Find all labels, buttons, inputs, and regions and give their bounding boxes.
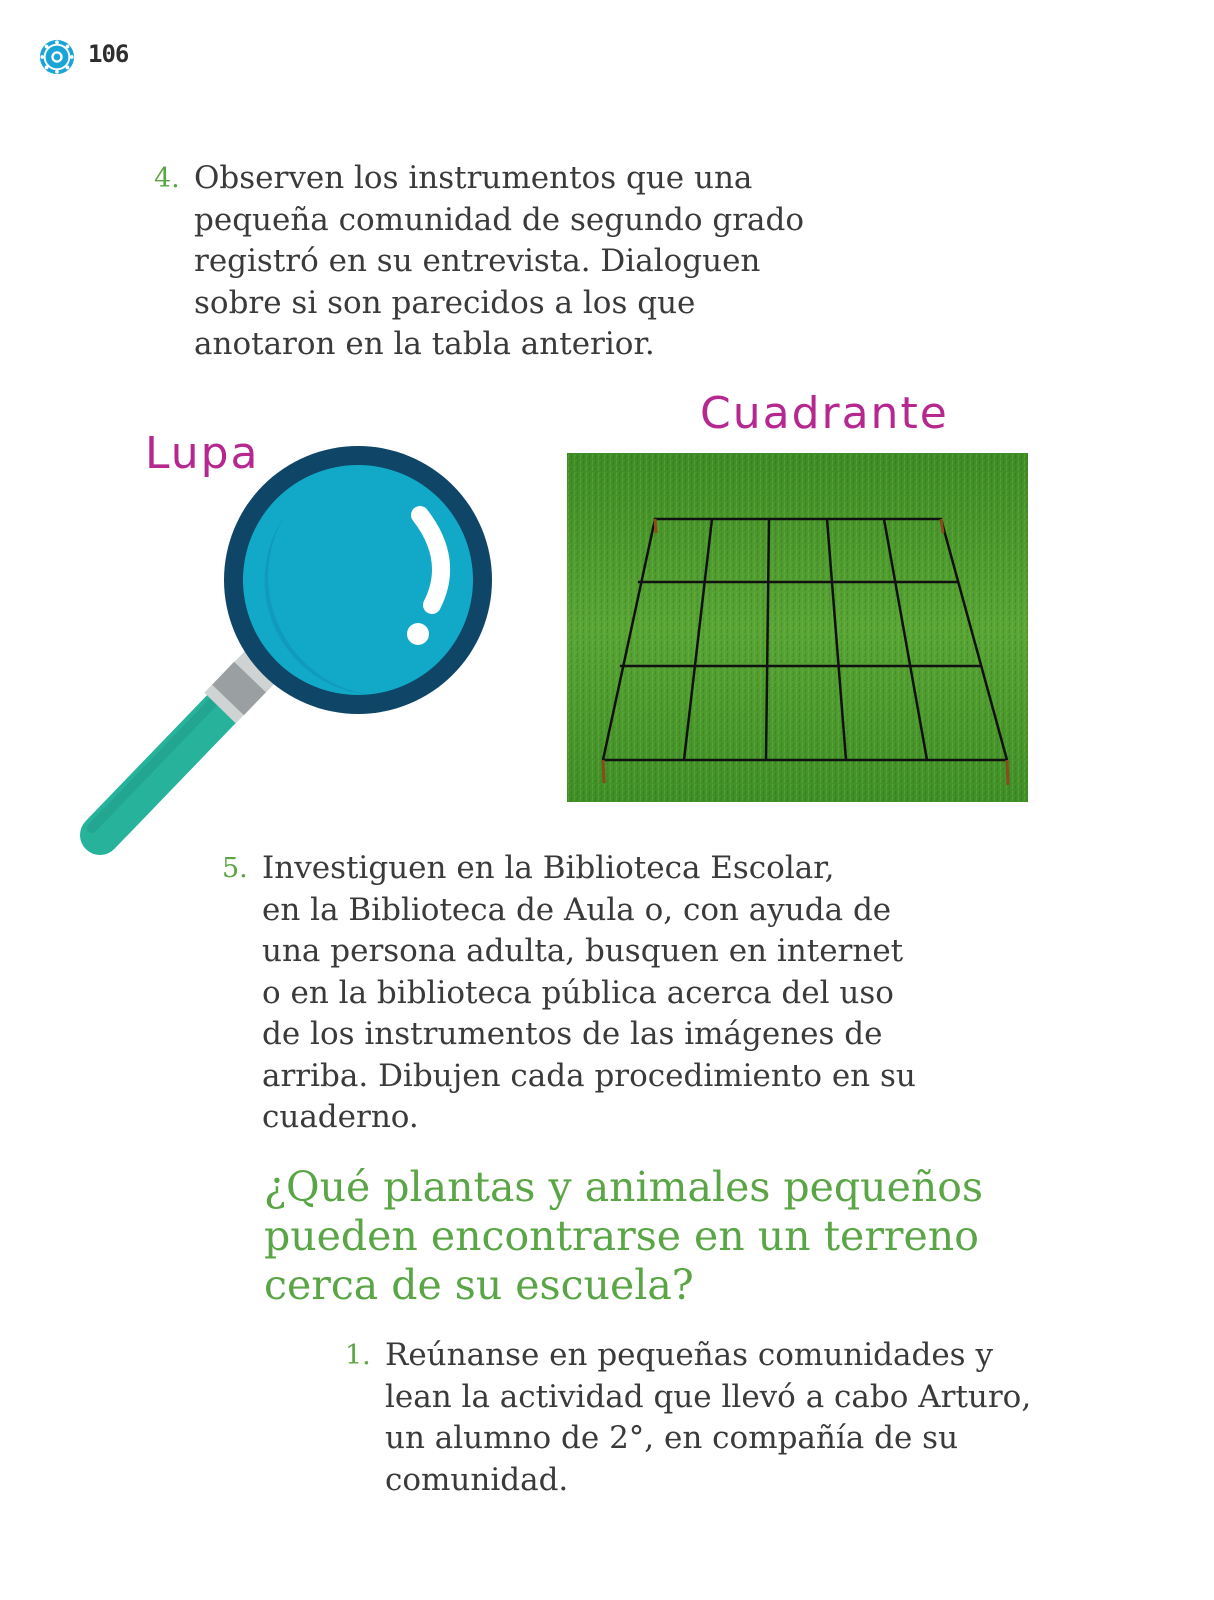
activity-text: Observen los instrumentos que una pequeña comunidad de segundo grado registró en su entrevista. Dialoguen sobre si son parecidos a los que anotaron en la tabla anterior.	[194, 160, 805, 362]
activity-number: 4.	[154, 163, 180, 194]
activity-number: 5.	[222, 853, 248, 884]
activity-item-1	[345, 1335, 1065, 1505]
lupa-label: Lupa	[145, 428, 260, 479]
cuadrante-label: Cuadrante	[700, 388, 949, 439]
magnifier-handle	[92, 662, 265, 835]
page-number: 106	[88, 40, 129, 68]
activity-text: Reúnanse en pequeñas comunidades y lean la actividad que llevó a cabo Arturo, un alumno de 2°, en compañía de su comunidad.	[385, 1337, 1032, 1498]
activity-number: 1.	[345, 1340, 371, 1371]
activity-item-4	[154, 158, 834, 368]
quadrat-photo	[567, 453, 1028, 802]
page-badge-icon	[38, 38, 76, 76]
activity-item-5	[222, 848, 942, 1138]
activity-text: Investiguen en la Biblioteca Escolar, en la Biblioteca de Aula o, con ayuda de una persona adulta, busquen en internet o en la biblioteca pública acerca del uso de los instrumentos de las imágenes de arriba. Dibujen cada procedimiento en su cuaderno.	[262, 850, 916, 1135]
section-question-heading: ¿Qué plantas y animales pequeños pueden encontrarse en un terreno cerca de su escuela?	[264, 1163, 983, 1309]
magnifying-glass-icon	[70, 440, 500, 870]
